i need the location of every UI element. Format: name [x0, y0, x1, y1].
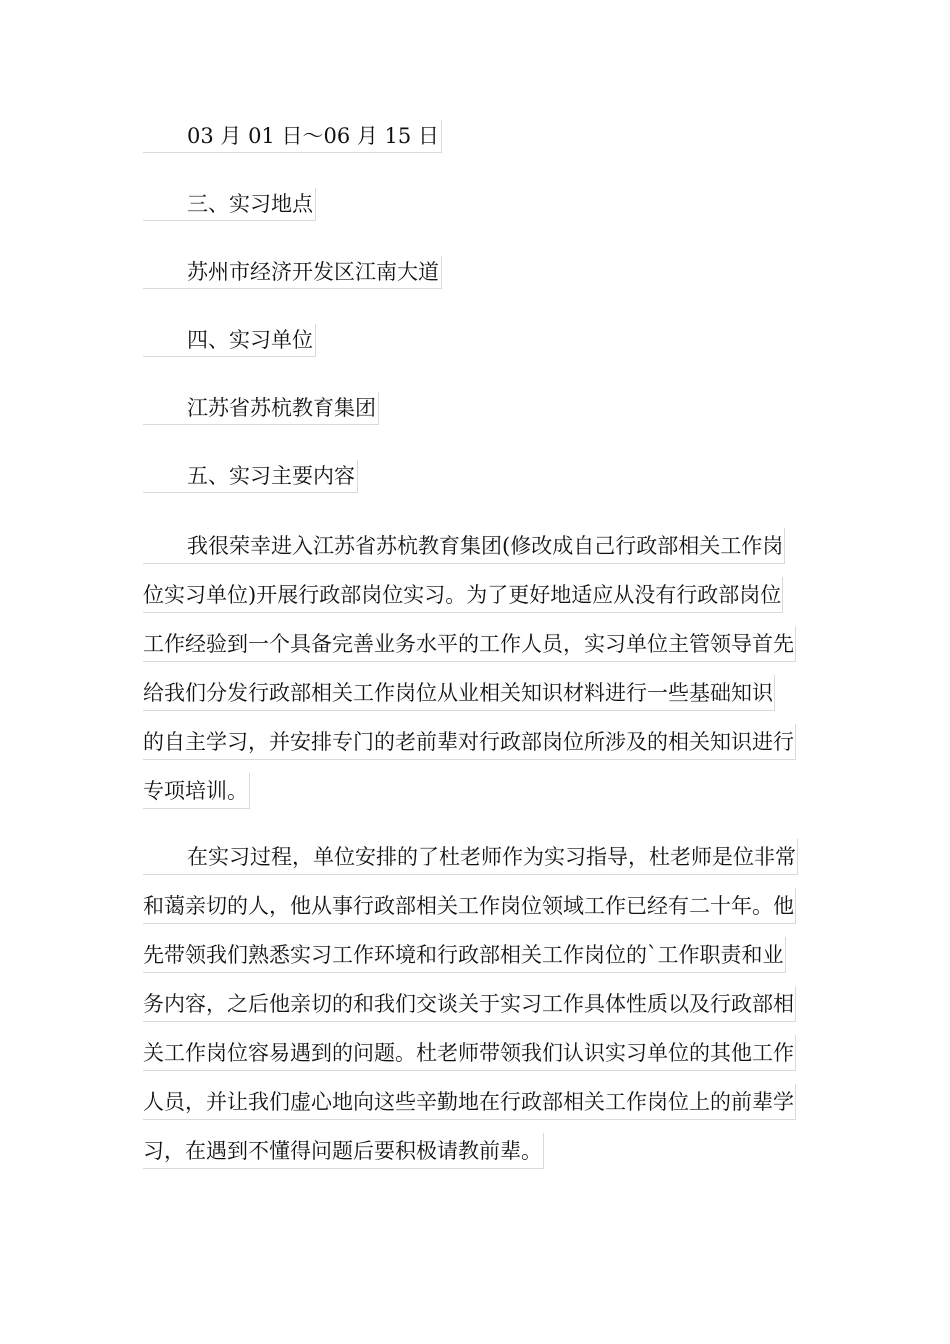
section-heading-unit: 四、实习单位 [143, 324, 316, 357]
paragraph-line: 习，在遇到不懂得问题后要积极请教前辈。 [143, 1129, 807, 1178]
internship-unit: 江苏省苏杭教育集团 [143, 392, 379, 425]
paragraph-mentor [143, 835, 807, 1178]
paragraph-line: 人员，并让我们虚心地向这些辛勤地在行政部相关工作岗位上的前辈学 [143, 1080, 807, 1129]
paragraph-line: 和蔼亲切的人，他从事行政部相关工作岗位领域工作已经有二十年。他 [143, 884, 807, 933]
section-heading-location: 三、实习地点 [143, 188, 316, 221]
paragraph-line: 关工作岗位容易遇到的问题。杜老师带领我们认识实习单位的其他工作 [143, 1031, 807, 1080]
paragraph-line: 工作经验到一个具备完善业务水平的工作人员，实习单位主管领导首先 [143, 622, 807, 671]
paragraph-line: 务内容，之后他亲切的和我们交谈关于实习工作具体性质以及行政部相 [143, 982, 807, 1031]
paragraph-line: 专项培训。 [143, 769, 807, 818]
paragraph-line: 的自主学习，并安排专门的老前辈对行政部岗位所涉及的相关知识进行 [143, 720, 807, 769]
paragraph-line: 位实习单位)开展行政部岗位实习。为了更好地适应从没有行政部岗位 [143, 573, 807, 622]
paragraph-line: 我很荣幸进入江苏省苏杭教育集团(修改成自己行政部相关工作岗 [143, 524, 807, 573]
internship-location: 苏州市经济开发区江南大道 [143, 256, 442, 289]
paragraph-line: 先带领我们熟悉实习工作环境和行政部相关工作岗位的`工作职责和业 [143, 933, 807, 982]
paragraph-training [143, 524, 807, 818]
paragraph-line: 在实习过程，单位安排的了杜老师作为实习指导，杜老师是位非常 [143, 835, 807, 884]
paragraph-line: 给我们分发行政部相关工作岗位从业相关知识材料进行一些基础知识 [143, 671, 807, 720]
internship-period: 03 月 01 日～06 月 15 日 [143, 120, 442, 153]
section-heading-content: 五、实习主要内容 [143, 460, 358, 493]
